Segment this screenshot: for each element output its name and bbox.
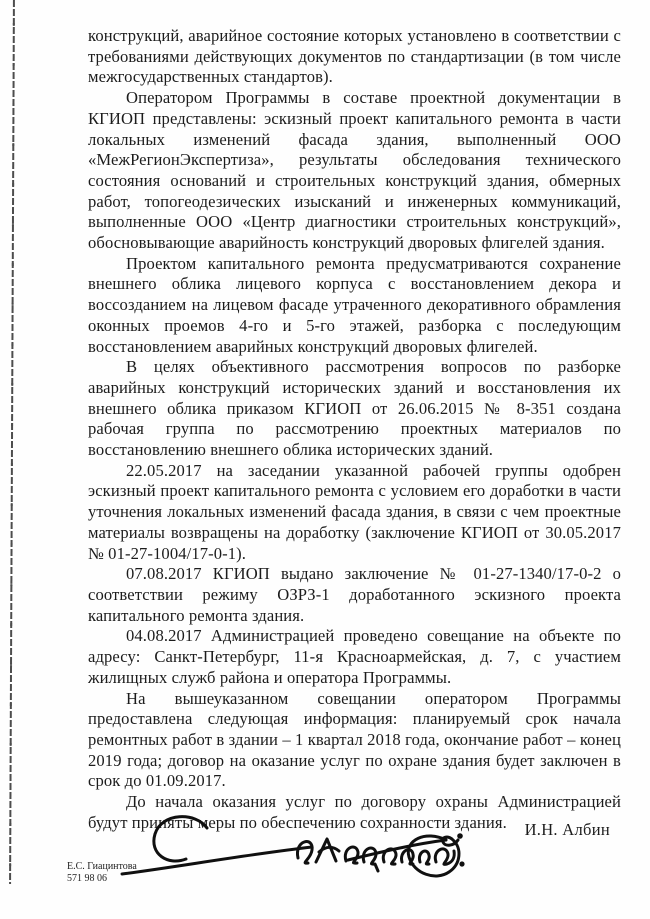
- paragraph: До начала оказания услуг по договору охраны Администрацией будут приняты меры по обеспечению сохранности здания.: [88, 792, 621, 832]
- executor-phone: 571 98 06: [67, 873, 107, 884]
- paragraph: Оператором Программы в составе проектной документации в КГИОП представлены: эскизный проект капитального ремонта в части локальных изменений фасада здания, выполненный ООО «МежРегионЭкспертиза», результаты обследования технического состояния оснований и строительных конструкций здания, обмерных работ, топогеодезических изысканий и инженерных коммуникаций, выполненные ООО «Центр диагностики строительных конструкций», обосновывающие аварийность конструкций дворовых флигелей здания.: [88, 88, 621, 253]
- paragraph: конструкций, аварийное состояние которых установлено в соответствии с требованиями действующих документов по стандартизации (в том числе межгосударственных стандартов).: [88, 26, 621, 87]
- paragraph: В целях объективного рассмотрения вопросов по разборке аварийных конструкций исторических зданий и восстановления их внешнего облика приказом КГИОП от 26.06.2015 № 8-351 создана рабочая группа по рассмотрению проектных материалов по восстановлению внешнего облика исторических зданий.: [88, 357, 621, 460]
- paragraph: 07.08.2017 КГИОП выдано заключение № 01-27-1340/17-0-2 о соответствии режиму ОЗРЗ-1 доработанного эскизного проекта капитального ремонта здания.: [88, 564, 621, 625]
- signer-name: И.Н. Албин: [524, 820, 610, 839]
- executor-name: Е.С. Гиацинтова: [67, 861, 137, 872]
- page-scan-edge-line: [9, 0, 15, 884]
- letter-body: [88, 26, 621, 833]
- paragraph: 04.08.2017 Администрацией проведено совещание на объекте по адресу: Санкт-Петербург, 11-я Красноармейская, д. 7, с участием жилищных служб района и оператора Программы.: [88, 626, 621, 687]
- executor-block: [67, 861, 137, 885]
- paragraph: Проектом капитального ремонта предусматриваются сохранение внешнего облика лицевого корпуса с восстановлением декора и воссозданием на лицевом фасаде утраченного декоративного обрамления оконных проемов 4-го и 5-го этажей, разборка с последующим восстановлением аварийных конструкций дворовых флигелей.: [88, 253, 621, 356]
- paragraph: 22.05.2017 на заседании указанной рабочей группы одобрен эскизный проект капитального ремонта с условием его доработки в части уточнения локальных изменений фасада здания, в связи с чем проектные материалы возвращены на доработку (заключение КГИОП от 30.05.2017 № 01-27-1004/17-0-1).: [88, 460, 621, 563]
- paragraph: На вышеуказанном совещании оператором Программы предоставлена следующая информация: планируемый срок начала ремонтных работ в здании – 1 квартал 2018 года, окончание работ – конец 2019 года; договор на оказание услуг по охране здания будет заключен в срок до 01.09.2017.: [88, 688, 621, 791]
- signature-scrawl: [348, 833, 463, 876]
